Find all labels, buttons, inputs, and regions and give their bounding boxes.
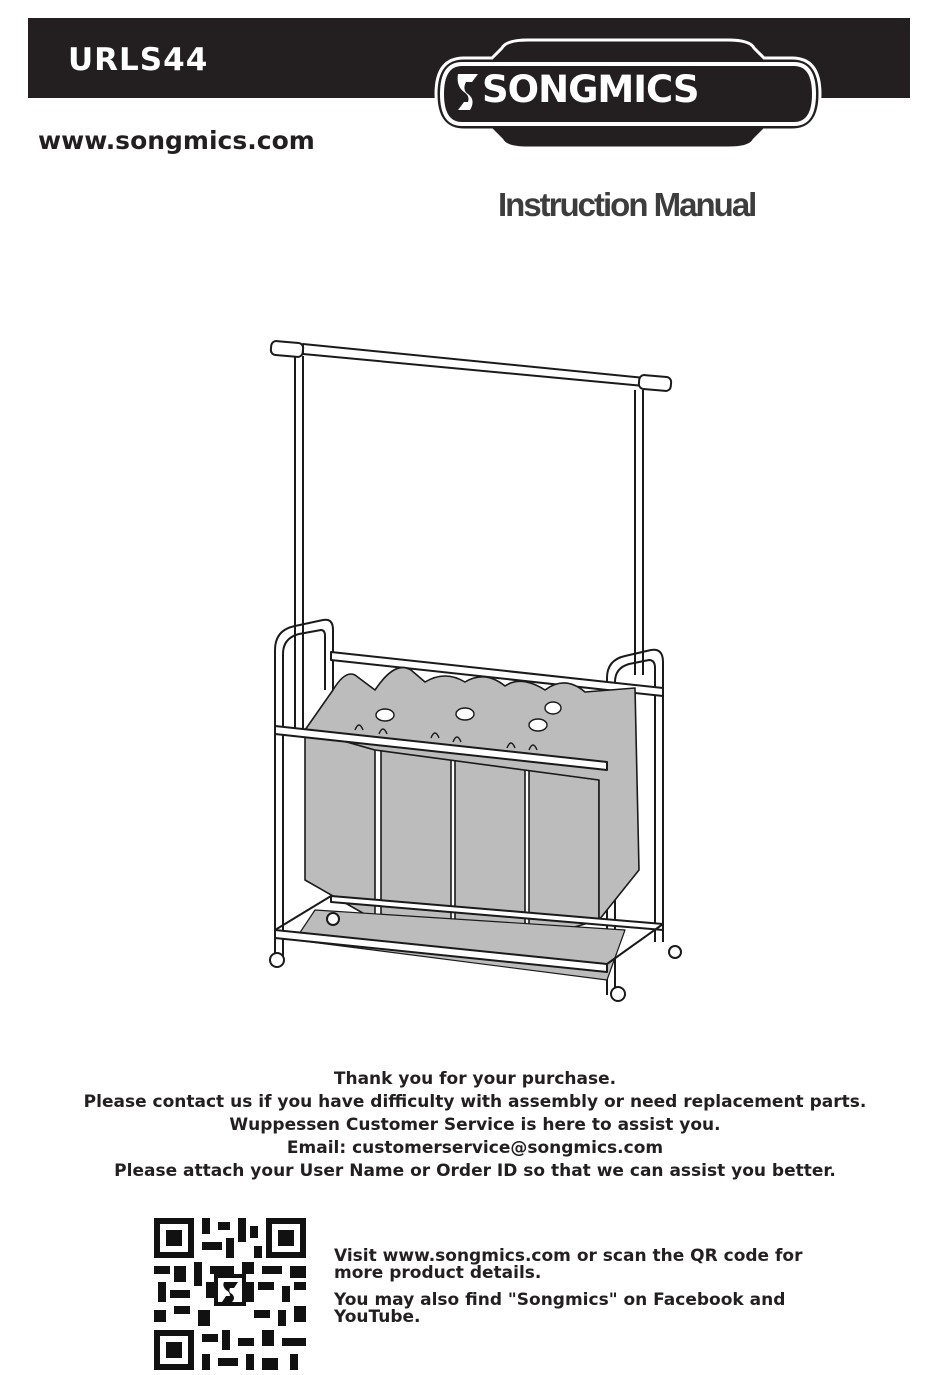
social-text: You may also find "Songmics" on Facebook and YouTube. xyxy=(334,1290,786,1327)
model-number: URLS44 xyxy=(68,42,209,78)
document-title: Instruction Manual xyxy=(498,186,756,223)
contact-line: Thank you for your purchase. xyxy=(333,1069,617,1089)
contact-email[interactable]: Email: customerservice@songmics.com xyxy=(286,1138,664,1158)
contact-line: Please contact us if you have difficulty with assembly or need replacement parts. xyxy=(83,1092,867,1112)
contact-line: Wuppessen Customer Service is here to assist you. xyxy=(229,1115,721,1135)
qr-code-icon[interactable] xyxy=(154,1218,306,1370)
brand-name: SONGMICS xyxy=(482,68,699,111)
brand-logo xyxy=(432,38,824,150)
visit-text: Visit www.songmics.com or scan the QR code for more product details. xyxy=(334,1246,803,1283)
website-url[interactable]: www.songmics.com xyxy=(38,126,315,155)
laundry-sorter-illustration xyxy=(255,330,685,1010)
footer-info xyxy=(334,1248,814,1336)
contact-line: Please attach your User Name or Order ID so that we can assist you better. xyxy=(114,1161,836,1181)
contact-info xyxy=(0,1068,950,1183)
